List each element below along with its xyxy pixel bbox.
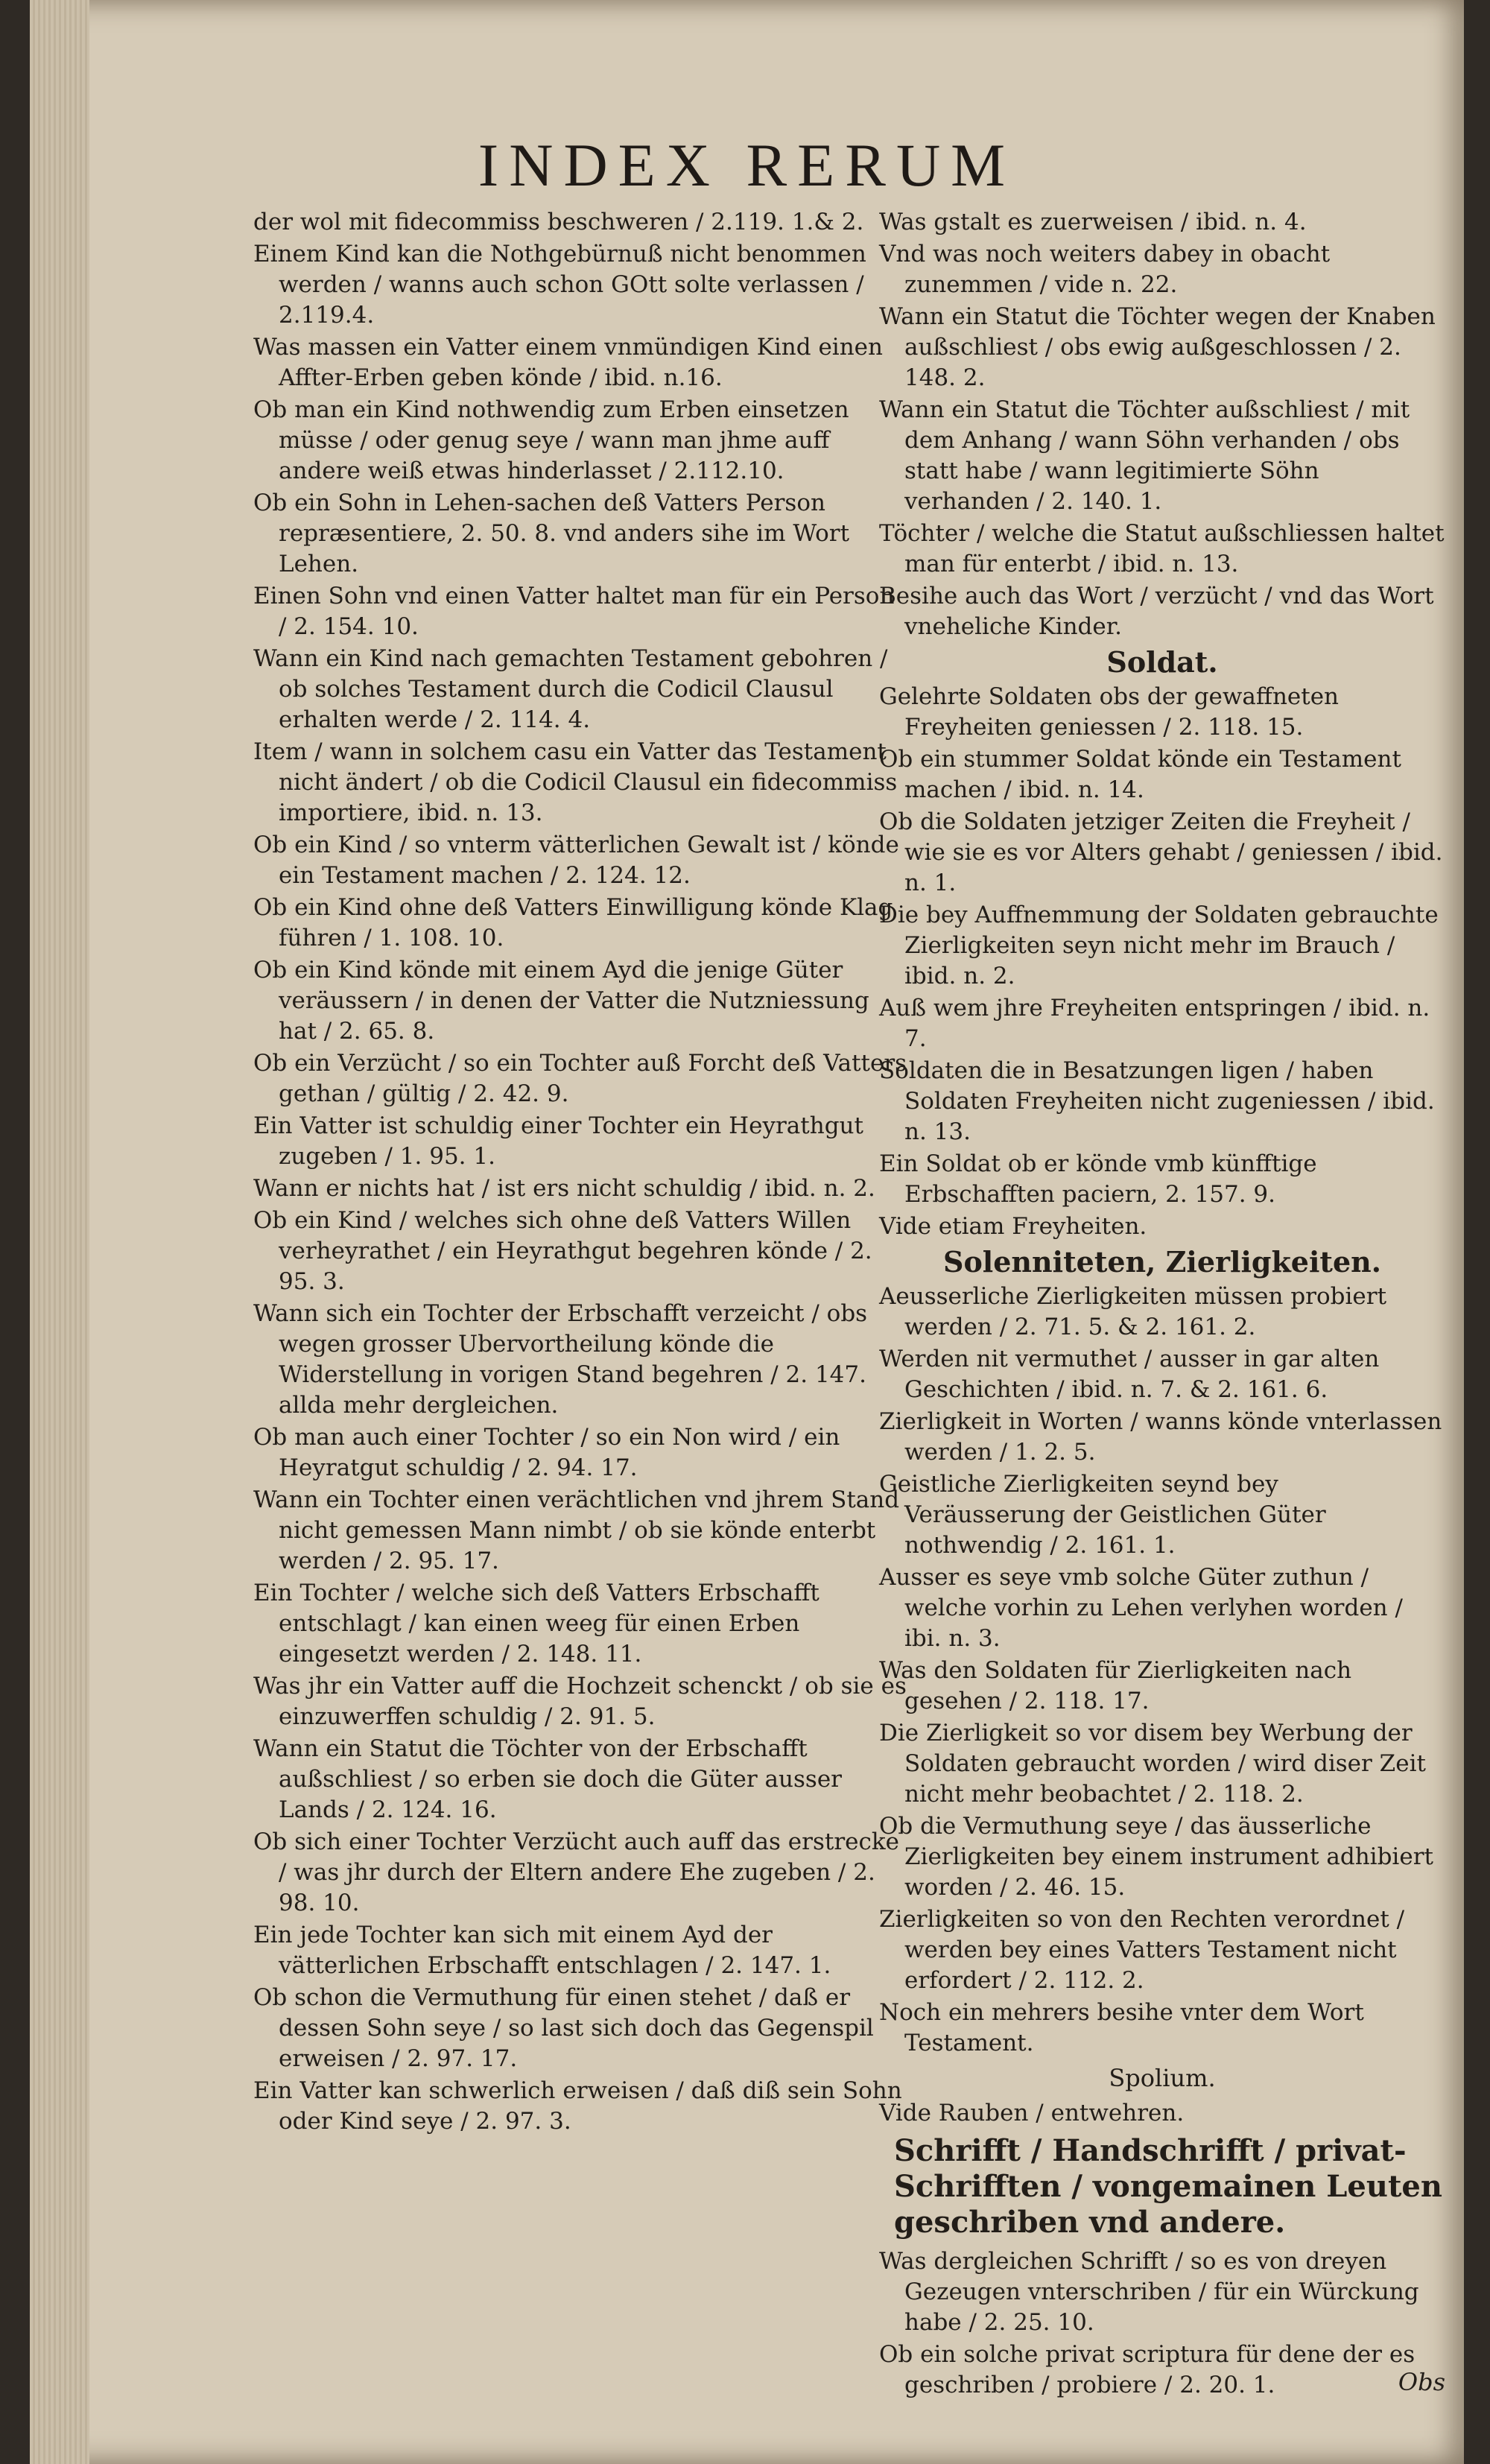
index-entry: Wann ein Statut die Töchter wegen der Knaben außschliest / obs ewig außgeschlossen / 2. 148. 2.: [879, 303, 1436, 391]
left-column: [253, 207, 909, 2138]
index-entry: Ob ein Kind könde mit einem Ayd die jenige Güter veräussern / in denen der Vatter die Nutzniessung hat / 2. 65. 8.: [253, 957, 869, 1045]
index-entry: Wann ein Statut die Töchter von der Erbschafft außschliest / so erben sie doch die Güter ausser Lands / 2. 124. 16.: [253, 1735, 842, 1823]
index-entry: Ein Vatter kan schwerlich erweisen / daß diß sein Sohn oder Kind seye / 2. 97. 3.: [253, 2077, 902, 2135]
index-entry: Wann er nichts hat / ist ers nicht schuldig / ibid. n. 2.: [253, 1175, 875, 1202]
index-entry: Einem Kind kan die Nothgebürnuß nicht benommen werden / wanns auch schon GOtt solte verlassen / 2.119.4.: [253, 241, 866, 329]
index-entry: Wann sich ein Tochter der Erbschafft verzeicht / obs wegen grosser Ubervortheilung könde die Widerstellung in vorigen Stand begehren / 2. 147. allda mehr dergleichen.: [253, 1300, 868, 1419]
heading-schrifft: Schrifft / Handschrifft / privat-Schrifften / vongemainen Leuten geschriben vnd andere.: [894, 2133, 1442, 2240]
index-entry: Ob ein Kind / welches sich ohne deß Vatters Willen verheyrathet / ein Heyrathgut begehren könde / 2. 95. 3.: [253, 1207, 872, 1295]
index-entry: Was den Soldaten für Zierligkeiten nach gesehen / 2. 118. 17.: [879, 1657, 1352, 1714]
spolium-entries: [879, 2098, 1445, 2129]
index-entry: der wol mit fidecommiss beschweren / 2.119. 1.& 2.: [253, 209, 864, 235]
index-entry: Ob ein solche privat scriptura für dene der es geschriben / probiere / 2. 20. 1.: [879, 2341, 1416, 2398]
index-entry: Die Zierligkeit so vor disem bey Werbung der Soldaten gebraucht worden / wird diser Zeit nicht mehr beobachtet / 2. 118. 2.: [879, 1720, 1426, 1808]
index-entry: Einen Sohn vnd einen Vatter haltet man für ein Person / 2. 154. 10.: [253, 583, 895, 640]
index-entry: Ein Tochter / welche sich deß Vatters Erbschafft entschlagt / kan einen weeg für einen Erben eingesetzt werden / 2. 148. 11.: [253, 1580, 820, 1668]
index-entry: Ob ein stummer Soldat könde ein Testament machen / ibid. n. 14.: [879, 746, 1401, 803]
index-entry: Ob man auch einer Tochter / so ein Non wird / ein Heyratgut schuldig / 2. 94. 17.: [253, 1424, 840, 1481]
index-entry: Vnd was noch weiters dabey in obacht zunemmen / vide n. 22.: [879, 241, 1331, 298]
index-entry: Geistliche Zierligkeiten seynd bey Veräusserung der Geistlichen Güter nothwendig / 2. 161. 1.: [879, 1471, 1326, 1559]
index-entry: Ob man ein Kind nothwendig zum Erben einsetzen müsse / oder genug seye / wann man jhme auff andere weiß etwas hinderlasset / 2.112.10.: [253, 396, 849, 484]
index-entry: Ob schon die Vermuthung für einen stehet / daß er dessen Sohn seye / so last sich doch das Gegenspil erweisen / 2. 97. 17.: [253, 1984, 874, 2072]
index-entry: Ob die Vermuthung seye / das äusserliche Zierligkeiten bey einem instrument adhibiert worden / 2. 46. 15.: [879, 1813, 1433, 1901]
index-entry: Was dergleichen Schrifft / so es von dreyen Gezeugen vnterschriben / für ein Würckung habe / 2. 25. 10.: [879, 2248, 1419, 2336]
index-entry: Ob sich einer Tochter Verzücht auch auff das erstrecke / was jhr durch der Eltern andere Ehe zugeben / 2. 98. 10.: [253, 1828, 899, 1916]
page-header: INDEX RERUM: [478, 131, 1016, 199]
index-entry: Ausser es seye vmb solche Güter zuthun / welche vorhin zu Lehen verlyhen worden / ibi. n. 3.: [879, 1564, 1403, 1652]
index-entry: Was massen ein Vatter einem vnmündigen Kind einen Affter-Erben geben könde / ibid. n.16.: [253, 334, 883, 391]
book-page: [30, 0, 1464, 2464]
solenniteten-entries: [879, 1282, 1445, 2059]
index-entry: Wann ein Kind nach gemachten Testament gebohren / ob solches Testament durch die Codicil Clausul erhalten werde / 2. 114. 4.: [253, 645, 888, 733]
index-entry: Wann ein Statut die Töchter außschliest / mit dem Anhang / wann Söhn verhanden / obs statt habe / wann legitimierte Söhn verhanden / 2. 140. 1.: [879, 396, 1410, 515]
index-entry: Vide Rauben / entwehren.: [879, 2100, 1185, 2126]
page-edges: [30, 0, 89, 2464]
index-entry: Besihe auch das Wort / verzücht / vnd das Wort vneheliche Kinder.: [879, 583, 1434, 640]
index-entry: Ob ein Kind ohne deß Vatters Einwilligung könde Klag führen / 1. 108. 10.: [253, 894, 893, 951]
index-entry: Gelehrte Soldaten obs der gewaffneten Freyheiten geniessen / 2. 118. 15.: [879, 683, 1340, 741]
right-intro: [879, 207, 1445, 642]
index-entry: Zierligkeiten so von den Rechten verordnet / werden bey eines Vatters Testament nicht erfordert / 2. 112. 2.: [879, 1906, 1405, 1994]
index-entry: Die bey Auffnemmung der Soldaten gebrauchte Zierligkeiten seyn nicht mehr im Brauch / ibid. n. 2.: [879, 902, 1439, 989]
index-entry: Ein Soldat ob er könde vmb künfftige Erbschafften paciern, 2. 157. 9.: [879, 1150, 1317, 1208]
index-entry: Noch ein mehrers besihe vnter dem Wort Testament.: [879, 1999, 1364, 2056]
index-entry: Was jhr ein Vatter auff die Hochzeit schenckt / ob sie es einzuwerffen schuldig / 2. 91. 5.: [253, 1673, 907, 1730]
index-entry: Ob ein Verzücht / so ein Tochter auß Forcht deß Vatters gethan / gültig / 2. 42. 9.: [253, 1050, 907, 1107]
catchword: Obs: [1398, 2368, 1445, 2396]
schrifft-entries: [879, 2246, 1445, 2401]
index-entry: Ein jede Tochter kan sich mit einem Ayd der vätterlichen Erbschafft entschlagen / 2. 147. 1.: [253, 1922, 831, 1979]
heading-solenniteten: Solenniteten, Zierligkeiten.: [943, 1245, 1381, 1279]
index-entry: Aeusserliche Zierligkeiten müssen probiert werden / 2. 71. 5. & 2. 161. 2.: [879, 1283, 1387, 1340]
heading-soldat: Soldat.: [1106, 645, 1218, 679]
soldat-entries: [879, 682, 1445, 1242]
heading-spolium: Spolium.: [1109, 2064, 1216, 2092]
index-entry: Ob ein Kind / so vnterm vätterlichen Gewalt ist / könde ein Testament machen / 2. 124. 12.: [253, 832, 899, 889]
index-entry: Ob ein Sohn in Lehen-sachen deß Vatters Person repræsentiere, 2. 50. 8. vnd anders sihe im Wort Lehen.: [253, 490, 850, 577]
index-entry: Wann ein Tochter einen verächtlichen vnd jhrem Stand nicht gemessen Mann nimbt / ob sie könde enterbt werden / 2. 95. 17.: [253, 1486, 900, 1574]
index-entry: Ein Vatter ist schuldig einer Tochter ein Heyrathgut zugeben / 1. 95. 1.: [253, 1112, 863, 1170]
index-entry: Was gstalt es zuerweisen / ibid. n. 4.: [879, 209, 1307, 235]
index-entry: Zierligkeit in Worten / wanns könde vnterlassen werden / 1. 2. 5.: [879, 1408, 1442, 1466]
index-entry: Soldaten die in Besatzungen ligen / haben Soldaten Freyheiten nicht zugeniessen / ibid. n. 13.: [879, 1057, 1435, 1145]
index-entry: Töchter / welche die Statut außschliessen haltet man für enterbt / ibid. n. 13.: [879, 520, 1445, 577]
index-entry: Item / wann in solchem casu ein Vatter das Testament nicht ändert / ob die Codicil Clausul ein fidecommiss importiere, ibid. n. 13.: [253, 738, 898, 826]
index-entry: Werden nit vermuthet / ausser in gar alten Geschichten / ibid. n. 7. & 2. 161. 6.: [879, 1346, 1380, 1403]
right-column: [879, 207, 1445, 2402]
index-entry: Ob die Soldaten jetziger Zeiten die Freyheit / wie sie es vor Alters gehabt / geniessen / ibid. n. 1.: [879, 808, 1443, 896]
index-entry: Vide etiam Freyheiten.: [879, 1213, 1147, 1240]
index-entry: Auß wem jhre Freyheiten entspringen / ibid. n. 7.: [879, 995, 1430, 1052]
